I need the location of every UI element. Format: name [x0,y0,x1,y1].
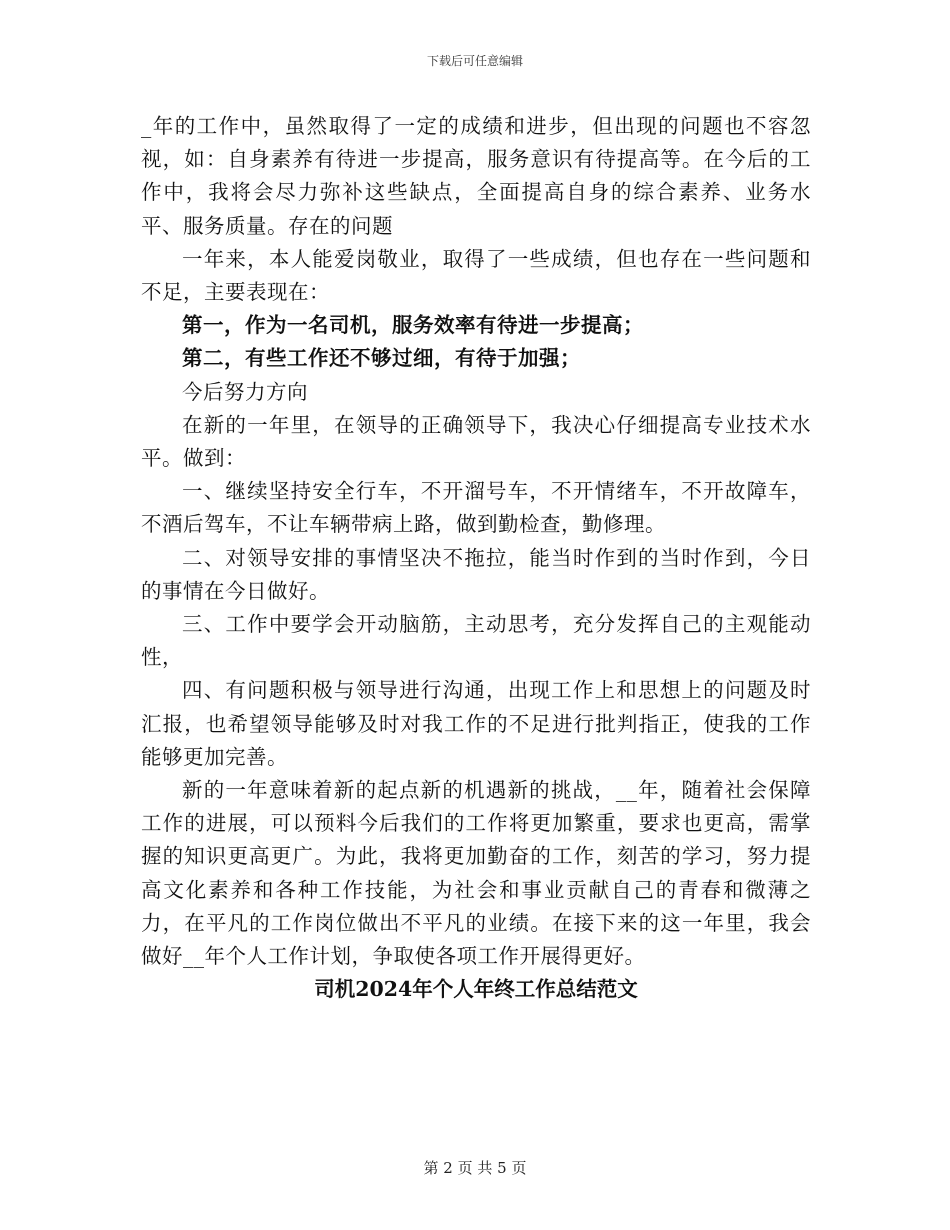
paragraph-point-two: 第二，有些工作还不够过细，有待于加强； [182,346,581,371]
page-number: 第 2 页 共 5 页 [423,1159,527,1177]
page-header: 下载后可任意编辑 [426,54,523,68]
paragraph-item-three: 三、工作中要学会开动脑筋，主动思考，充分发挥自己的主观能动性， [141,612,811,670]
paragraph-summary: 一年来，本人能爱岗敬业，取得了一些成绩，但也存在一些问题和不足，主要表现在： [141,246,811,305]
paragraph-subheading-direction: 今后努力方向 [182,379,308,404]
paragraph-item-one: 一、继续坚持安全行车，不开溜号车，不开情绪车，不开故障车，不酒后驾车，不让车辆带病上路，做到勤检查，勤修理。 [141,479,811,537]
paragraph-conclusion: 新的一年意味着新的起点新的机遇新的挑战，__年，随着社会保障工作的进展，可以预料今后我们的工作将更加繁重，要求也更高，需掌握的知识更高更广。为此，我将更加勤奋的工作，刻苦的学习，努力提高文化素养和各种工作技能，为社会和事业贡献自己的青春和微薄之力，在平凡的工作岗位做出不平凡的业绩。在接下来的这一年里，我会做好__年个人工作计划，争取使各项工作开展得更好。 [141,778,811,969]
paragraph-new-year-plan: 在新的一年里，在领导的正确领导下，我决心仔细提高专业技术水平。做到： [141,412,811,471]
paragraph-item-two: 二、对领导安排的事情坚决不拖拉，能当时作到的当时作到，今日的事情在今日做好。 [141,545,811,603]
section-title: 司机2024年个人年终工作总结范文 [314,977,638,1002]
paragraph-item-four: 四、有问题积极与领导进行沟通，出现工作上和思想上的问题及时汇报，也希望领导能够及时对我工作的不足进行批判指正，使我的工作能够更加完善。 [141,678,811,769]
paragraph-continuation: _年的工作中，虽然取得了一定的成绩和进步，但出现的问题也不容忽视，如：自身素养有待进一步提高，服务意识有待提高等。在今后的工作中，我将会尽力弥补这些缺点，全面提高自身的综合素养、业务水平、服务质量。存在的问题 [141,114,811,238]
paragraph-point-one: 第一，作为一名司机，服务效率有待进一步提高； [182,313,644,338]
document-body [141,110,811,1006]
